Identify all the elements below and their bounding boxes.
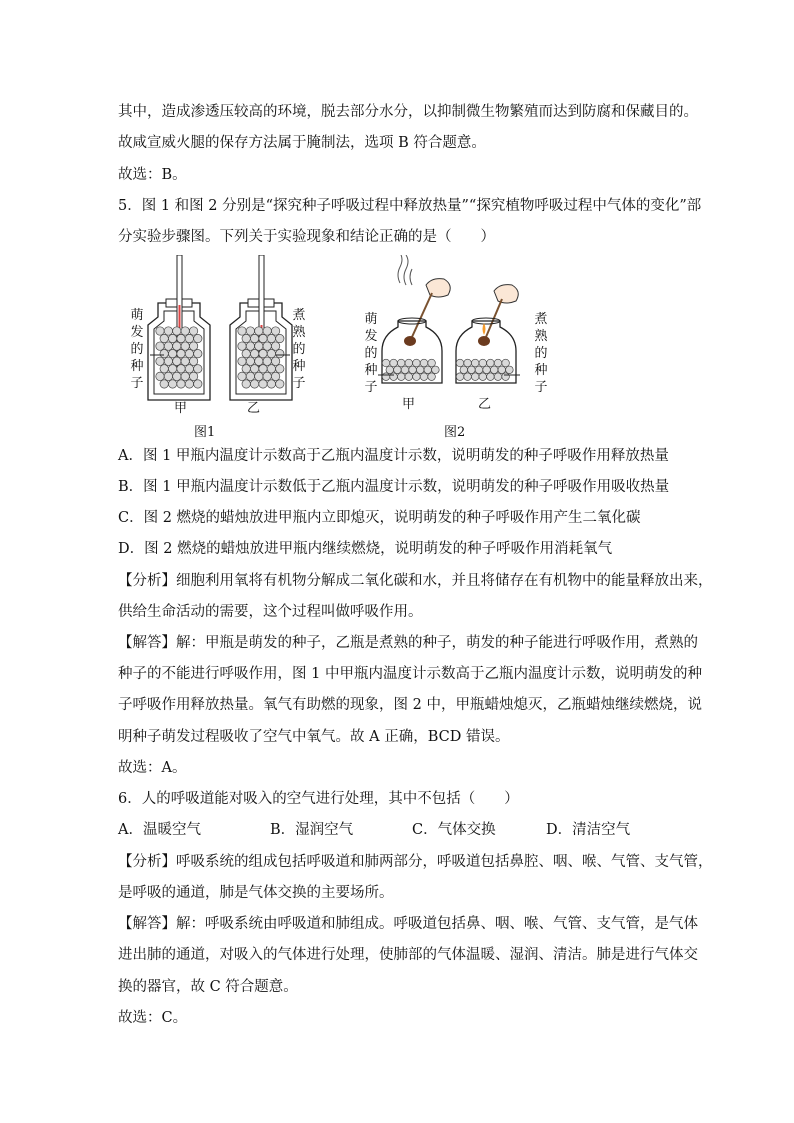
answer-explanation-line: 【解答】解：呼吸系统由呼吸道和肺组成。呼吸道包括鼻、咽、喉、气管、支气管，是气体	[118, 916, 698, 932]
fig2-left-label: 萌 发 的 种 子	[364, 312, 378, 395]
seed-balls	[382, 359, 513, 380]
option-d: D．清洁空气	[546, 822, 631, 838]
jar-label-b: 乙	[478, 397, 492, 412]
text-line: 故咸宣威火腿的保存方法属于腌制法，选项 B 符合题意。	[118, 135, 486, 151]
answer-explanation-line: 【解答】解：甲瓶是萌发的种子，乙瓶是煮熟的种子，萌发的种子能进行呼吸作用，煮熟的	[118, 635, 698, 651]
analysis-line: 【分析】细胞利用氧将有机物分解成二氧化碳和水，并且将储存在有机物中的能量释放出来，	[118, 573, 713, 589]
text-line: 其中，造成渗透压较高的环境，脱去部分水分，以抑制微生物繁殖而达到防腐和保藏目的。	[118, 104, 698, 120]
answer-explanation-line: 换的器官，故 C 符合题意。	[118, 979, 298, 995]
figure-1	[130, 255, 320, 440]
figure-1-caption: 图1	[194, 425, 216, 440]
answer-explanation-line: 进出肺的通道，对吸入的气体进行处理，使肺部的气体温暖、湿润、清洁。肺是进行气体交	[118, 947, 698, 963]
seed-balls	[156, 327, 284, 388]
option-d: D．图 2 燃烧的蜡烛放进甲瓶内继续燃烧，说明萌发的种子呼吸作用消耗氧气	[118, 541, 613, 557]
fig1-right-label: 煮 熟 的 种 子	[292, 308, 306, 391]
option-b: B．图 1 甲瓶内温度计示数低于乙瓶内温度计示数，说明萌发的种子呼吸作用吸收热量	[118, 479, 670, 495]
analysis-line: 【分析】呼吸系统的组成包括呼吸道和肺两部分，呼吸道包括鼻腔、咽、喉、气管、支气管，	[118, 854, 713, 870]
jars-candle-illustration	[362, 255, 562, 420]
question-5-stem: 分实验步骤图。下列关于实验现象和结论正确的是（ ）	[118, 229, 495, 245]
option-a: A．图 1 甲瓶内温度计示数高于乙瓶内温度计示数，说明萌发的种子呼吸作用释放热量	[118, 448, 669, 464]
question-6-options	[118, 820, 630, 840]
analysis-line: 供给生命活动的需要，这个过程叫做呼吸作用。	[118, 604, 423, 620]
option-b: B．湿润空气	[270, 822, 354, 838]
jar-label-b: 乙	[247, 401, 261, 416]
answer-explanation-line: 明种子萌发过程吸收了空气中氧气。故 A 正确，BCD 错误。	[118, 729, 510, 745]
jar-label-a: 甲	[402, 397, 416, 412]
answer-line: 故选：A。	[118, 760, 187, 776]
option-c: C．气体交换	[412, 822, 496, 838]
answer-explanation-line: 种子的不能进行呼吸作用，图 1 中甲瓶内温度计示数高于乙瓶内温度计示数，说明萌发的种	[118, 666, 702, 682]
fig1-left-label: 萌 发 的 种 子	[130, 308, 144, 391]
figure-2	[362, 255, 562, 440]
option-a: A．温暖空气	[118, 822, 201, 838]
question-5-stem: 5．图 1 和图 2 分别是“探究种子呼吸过程中释放热量”“探究植物呼吸过程中气体的变化”部	[118, 198, 702, 214]
answer-line: 故选：C。	[118, 1010, 188, 1026]
analysis-line: 是呼吸的通道，肺是气体交换的主要场所。	[118, 885, 394, 901]
answer-explanation-line: 子呼吸作用释放热量。氧气有助燃的现象，图 2 中，甲瓶蜡烛熄灭，乙瓶蜡烛继续燃烧，说	[118, 697, 702, 713]
jar-label-a: 甲	[174, 401, 188, 416]
question-6-stem: 6．人的呼吸道能对吸入的空气进行处理，其中不包括（ ）	[118, 791, 519, 807]
figure-2-caption: 图2	[444, 425, 466, 440]
fig2-right-label: 煮 熟 的 种 子	[534, 312, 548, 395]
answer-line: 故选：B。	[118, 167, 187, 183]
option-c: C．图 2 燃烧的蜡烛放进甲瓶内立即熄灭，说明萌发的种子呼吸作用产生二氧化碳	[118, 510, 641, 526]
